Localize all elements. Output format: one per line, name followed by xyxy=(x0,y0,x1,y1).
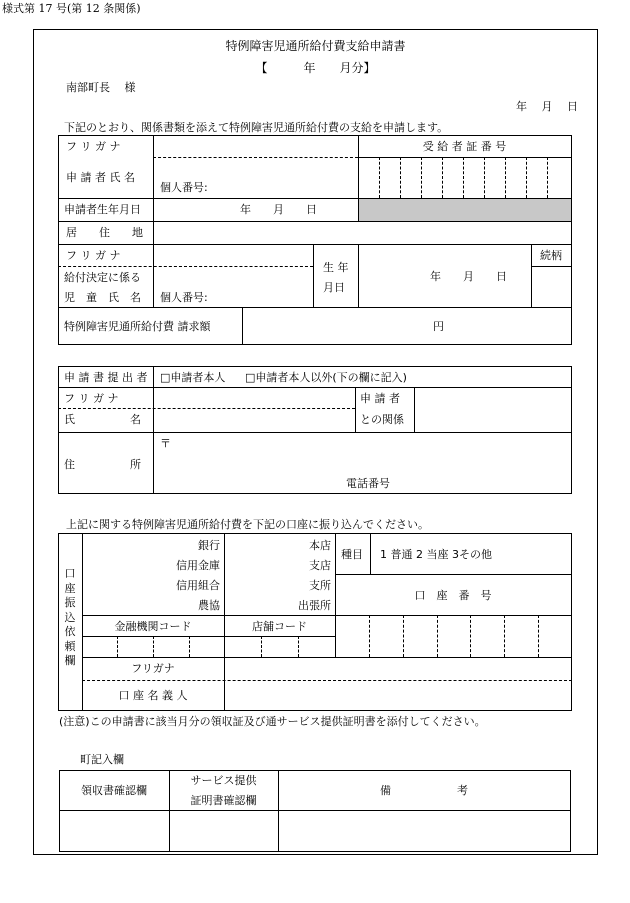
claim-unit: 円 xyxy=(433,320,444,333)
branch-type-sub: 支所 xyxy=(309,579,331,592)
child-my-number-label: 個人番号: xyxy=(160,291,208,304)
note-text: (注意)この申請書に該当月分の領収証及び通サービス提供証明書を添付してください。 xyxy=(59,715,486,728)
relation-label: 続柄 xyxy=(540,249,562,262)
submitter-address-label: 住 所 xyxy=(64,458,141,471)
branch-code-label: 店舗コード xyxy=(252,620,307,633)
postal-mark: 〒 xyxy=(160,437,171,450)
date-line: 年 月 日 xyxy=(516,100,578,113)
service-check-label-2: 証明書確認欄 xyxy=(190,794,257,807)
branch-type-office: 出張所 xyxy=(298,599,331,612)
address-label: 居 住 地 xyxy=(66,226,143,239)
birth-shaded-cell xyxy=(358,198,571,221)
receipt-check-label: 領収書確認欄 xyxy=(81,784,147,797)
bank-side-label: 口 座 振 込 依 頼 欄 xyxy=(64,567,76,667)
bank-type-shinkumi: 信用組合 xyxy=(176,579,220,592)
child-birth-label: 生 年 xyxy=(323,261,349,274)
submitter-name-label: 氏 名 xyxy=(64,413,141,426)
recipient-number-label: 受 給 者 証 番 号 xyxy=(422,140,507,153)
child-birth-label-2: 月日 xyxy=(323,281,345,294)
submitter-relation-label: 申 請 者 xyxy=(360,392,400,405)
form-number-label: 様式第 17 号(第 12 条関係) xyxy=(2,2,141,15)
account-holder-label: 口 座 名 義 人 xyxy=(118,689,188,702)
child-name-label-2: 児 童 氏 名 xyxy=(64,291,141,304)
bank-intro: 上記に関する特例障害児通所給付費を下記の口座に振り込んでください。 xyxy=(66,518,429,531)
child-birth-value: 年 月 日 xyxy=(430,270,507,283)
submitter-furigana-label: フ リ ガ ナ xyxy=(64,392,119,405)
institution-code-label: 金融機関コード xyxy=(114,620,192,633)
bank-type-nokyo: 農協 xyxy=(198,599,220,612)
bank-type-bank: 銀行 xyxy=(198,539,220,552)
recipient-line: 南部町長 様 xyxy=(66,81,136,94)
phone-label: 電話番号 xyxy=(346,477,390,490)
account-kind-options: 1 普通 2 当座 3その他 xyxy=(380,548,492,561)
service-check-label: サービス提供 xyxy=(190,774,257,787)
form-title: 特例障害児通所給付費支給申請書 xyxy=(225,39,406,53)
branch-type-head: 本店 xyxy=(309,539,331,552)
submitter-relation-label-2: との関係 xyxy=(360,413,404,426)
town-entry-label: 町記入欄 xyxy=(80,753,124,766)
branch-type-branch: 支店 xyxy=(309,559,331,572)
account-kind-label: 種目 xyxy=(341,548,363,561)
submitter-self-checkbox[interactable]: □申請者本人 xyxy=(160,371,226,384)
claim-label: 特例障害児通所給付費 請求額 xyxy=(64,320,211,333)
birth-label: 申請者生年月日 xyxy=(64,203,141,216)
child-name-label: 給付決定に係る xyxy=(64,271,141,284)
form-period: 【 年 月分】 xyxy=(255,61,376,75)
child-furigana-label: フ リ ガ ナ xyxy=(66,249,121,262)
account-number-label: 口 座 番 号 xyxy=(414,589,492,602)
furigana-label: フ リ ガ ナ xyxy=(66,140,121,153)
bank-type-shinkin: 信用金庫 xyxy=(176,559,220,572)
submitter-label: 申 請 書 提 出 者 xyxy=(64,371,148,384)
remarks-label: 備 考 xyxy=(380,784,468,797)
bank-furigana-label: フリガナ xyxy=(131,662,175,675)
birth-value: 年 月 日 xyxy=(240,203,317,216)
my-number-label: 個人番号: xyxy=(160,181,208,194)
intro-text: 下記のとおり、関係書類を添えて特例障害児通所給付費の支給を申請します。 xyxy=(64,121,449,134)
submitter-other-checkbox[interactable]: □申請者本人以外(下の欄に記入) xyxy=(245,371,407,384)
applicant-name-label: 申 請 者 氏 名 xyxy=(66,171,135,184)
